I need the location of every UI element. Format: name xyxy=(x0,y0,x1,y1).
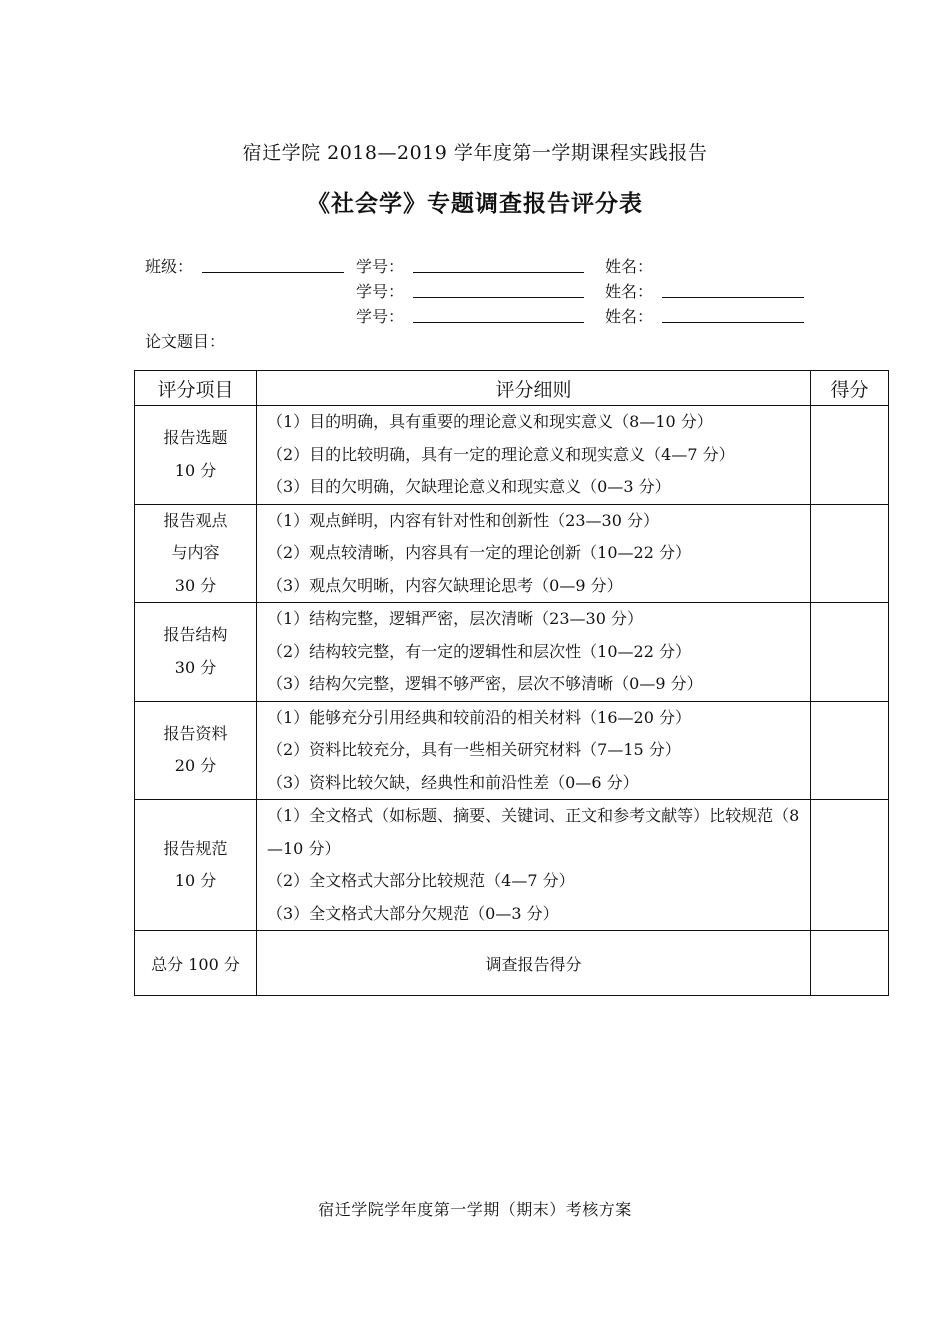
criterion: （2）观点较清晰，内容具有一定的理论创新（10—22 分） xyxy=(267,543,691,562)
page-title: 《社会学》专题调查报告评分表 xyxy=(307,190,643,217)
criterion: （1）结构完整，逻辑严密，层次清晰（23—30 分） xyxy=(267,609,643,628)
grading-table xyxy=(134,370,889,996)
category-label: 报告选题 xyxy=(163,428,228,448)
student-id-field-3[interactable] xyxy=(413,322,584,323)
category-label: 报告规范 xyxy=(163,838,228,858)
criteria-cell xyxy=(257,701,811,800)
criterion: （3）全文格式大部分欠规范（0—3 分） xyxy=(267,903,559,923)
criterion: （1）能够充分引用经典和较前沿的相关材料（16—20 分） xyxy=(267,707,691,727)
student-name-label-3: 姓名： xyxy=(605,307,654,326)
category-points: 20 分 xyxy=(174,756,217,776)
student-id-field-2[interactable] xyxy=(413,297,584,298)
header-category: 评分项目 xyxy=(135,371,257,406)
score-cell[interactable] xyxy=(811,701,889,800)
criterion: （3）观点欠明晰，内容欠缺理论思考（0—9 分） xyxy=(267,575,623,595)
category-cell xyxy=(135,504,257,603)
student-name-label-2: 姓名： xyxy=(605,282,654,301)
category-label: 报告资料 xyxy=(163,723,228,743)
criterion: （1）目的明确，具有重要的理论意义和现实意义（8—10 分） xyxy=(267,412,713,431)
score-cell[interactable] xyxy=(811,504,889,603)
category-points: 30 分 xyxy=(174,657,217,677)
criterion: （3）结构欠完整，逻辑不够严密，层次不够清晰（0—9 分） xyxy=(267,674,703,693)
category-label: 报告观点 xyxy=(163,510,228,530)
topic-label: 论文题目： xyxy=(145,332,226,351)
table-header-row xyxy=(135,371,889,406)
student-name-field-3[interactable] xyxy=(662,322,804,323)
total-description: 调查报告得分 xyxy=(257,931,811,996)
category-cell xyxy=(135,406,257,505)
score-cell[interactable] xyxy=(811,406,889,505)
criterion: （2）结构较完整，有一定的逻辑性和层次性（10—22 分） xyxy=(267,641,691,661)
table-row xyxy=(135,701,889,800)
category-points: 10 分 xyxy=(174,460,217,480)
student-id-label-1: 学号： xyxy=(356,257,405,276)
category-cell xyxy=(135,603,257,702)
criterion: （3）资料比较欠缺，经典性和前沿性差（0—6 分） xyxy=(267,772,639,792)
student-name-field-2[interactable] xyxy=(662,297,804,298)
total-row xyxy=(135,931,889,996)
criteria-cell xyxy=(257,504,811,603)
criterion: （3）目的欠明确，欠缺理论意义和现实意义（0—3 分） xyxy=(267,477,671,496)
criterion: （1）观点鲜明，内容有针对性和创新性（23—30 分） xyxy=(267,510,659,530)
criterion: （2）目的比较明确，具有一定的理论意义和现实意义（4—7 分） xyxy=(267,444,735,464)
total-label: 总分 100 分 xyxy=(135,931,257,996)
criteria-cell xyxy=(257,603,811,702)
category-cell xyxy=(135,701,257,800)
student-id-label-3: 学号： xyxy=(356,307,405,326)
table-row xyxy=(135,504,889,603)
score-cell[interactable] xyxy=(811,800,889,931)
category-label: 报告结构 xyxy=(163,625,228,645)
student-name-label-1: 姓名： xyxy=(605,257,654,276)
category-label: 与内容 xyxy=(171,543,220,562)
table-row xyxy=(135,406,889,505)
table-row xyxy=(135,800,889,931)
table-row xyxy=(135,603,889,702)
header-criteria: 评分细则 xyxy=(257,371,811,406)
student-id-field-1[interactable] xyxy=(413,272,584,273)
student-id-label-2: 学号： xyxy=(356,282,405,301)
header-score: 得分 xyxy=(811,371,889,406)
class-label: 班级： xyxy=(145,257,194,276)
category-points: 30 分 xyxy=(174,575,217,595)
criterion: （2）全文格式大部分比较规范（4—7 分） xyxy=(267,871,575,890)
score-cell[interactable] xyxy=(811,603,889,702)
criterion: （2）资料比较充分，具有一些相关研究材料（7—15 分） xyxy=(267,740,681,759)
category-cell xyxy=(135,800,257,931)
page-header: 宿迁学院 2018—2019 学年度第一学期课程实践报告 xyxy=(242,142,708,164)
category-points: 10 分 xyxy=(174,871,217,890)
class-field[interactable] xyxy=(202,272,344,273)
footer-text: 宿迁学院学年度第一学期（期末）考核方案 xyxy=(318,1200,632,1219)
criteria-cell xyxy=(257,800,811,931)
total-score-cell[interactable] xyxy=(811,931,889,996)
criteria-cell xyxy=(257,406,811,505)
criterion: （1）全文格式（如标题、摘要、关键词、正文和参考文献等）比较规范（8—10 分） xyxy=(267,806,800,858)
